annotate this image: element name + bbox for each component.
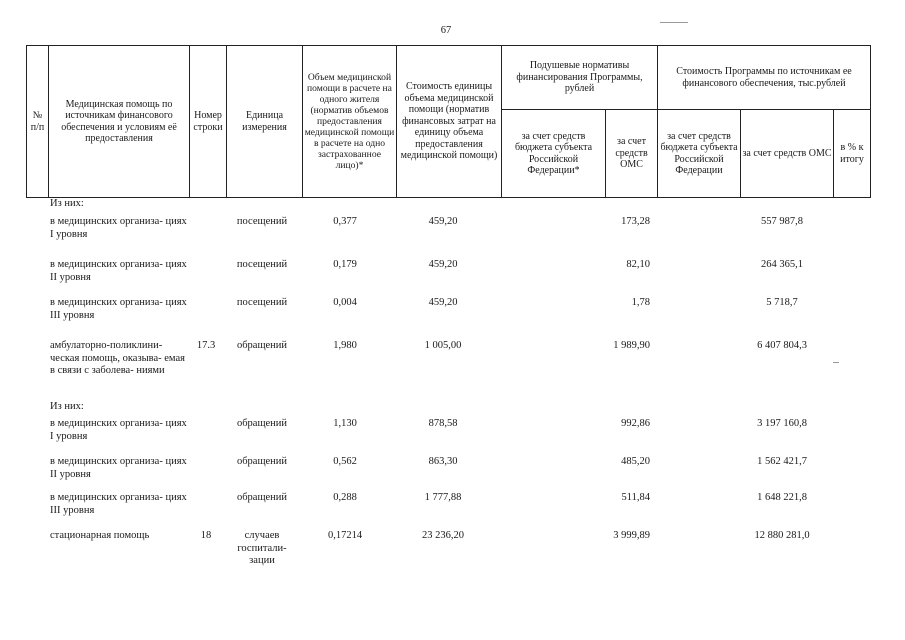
row-unit: посещений [236,297,288,308]
row-unit: обращений [236,492,288,503]
row-unit: посещений [236,259,288,270]
header-col-cost: Стоимость единицы объема медицинской помощи (норматив финансовых затрат на единицу объема предоставления медицинской помощи) [397,46,502,198]
row-oms: 1 989,90 [613,340,650,351]
scan-mark [833,362,839,363]
header-sub-oms: за счет средств ОМС [606,110,658,198]
row-name: в медицинских организа- циях I уровня [50,418,187,442]
row-volume: 1,130 [333,418,357,429]
row-cost: 459,20 [428,297,458,308]
header-col-row: Номер строки [190,46,227,198]
row-volume: 0,17214 [327,530,363,541]
row-oms: 485,20 [621,456,650,467]
row-cost: 459,20 [428,259,458,270]
row-unit: обращений [236,418,288,429]
row-program-oms: 6 407 804,3 [757,340,807,351]
row-program-oms: 1 562 421,7 [757,456,807,467]
row-program-oms: 3 197 160,8 [757,418,807,429]
row-cost: 1 777,88 [424,492,462,503]
row-oms: 82,10 [626,259,650,270]
header-col-unit: Единица измерения [227,46,303,198]
row-oms: 3 999,89 [613,530,650,541]
row-program-oms: 12 880 281,0 [754,530,810,541]
header-col-volume: Объем медицинской помощи в расчете на одного жителя (норматив объемов предоставления медицинской помощи в расчете на одно застрахованное лицо)* [303,46,397,198]
header-col-name: Медицинская помощь по источникам финансового обеспечения и условиям её предоставления [49,46,190,198]
row-cost: 1 005,00 [424,340,462,351]
header-sub-budget: за счет средств бюджета субъекта Российской Федерации* [502,110,606,198]
row-number: 17.3 [196,340,216,351]
header-group-percapita: Подушевые нормативы финансирования Программы, рублей [502,46,658,110]
header-sub-prog-oms: за счет средств ОМС [741,110,834,198]
header-group-program: Стоимость Программы по источникам ее финансового обеспечения, тыс.рублей [658,46,871,110]
row-name: в медицинских организа- циях II уровня [50,259,187,283]
row-name: в медицинских организа- циях I уровня [50,216,187,240]
row-oms: 992,86 [621,418,650,429]
row-program-oms: 264 365,1 [761,259,803,270]
scan-mark [660,22,688,23]
row-name: в медицинских организа- циях II уровня [50,456,187,480]
header-sub-prog-budget: за счет средств бюджета субъекта Российской Федерации [658,110,741,198]
row-name: в медицинских организа- циях III уровня [50,297,187,321]
row-number: 18 [200,530,212,541]
row-program-oms: 557 987,8 [761,216,803,227]
page-number: 67 [440,25,452,36]
row-volume: 0,562 [333,456,357,467]
row-name: стационарная помощь [50,530,150,541]
row-name: Из них: [50,198,84,209]
row-name: Из них: [50,401,84,412]
header-sub-prog-pct: в % к итогу [834,110,871,198]
row-unit: обращений [236,456,288,467]
row-program-oms: 1 648 221,8 [757,492,807,503]
row-oms: 511,84 [621,492,650,503]
row-cost: 459,20 [428,216,458,227]
row-volume: 0,288 [333,492,357,503]
row-cost: 863,30 [428,456,458,467]
header-col-no: № п/п [27,46,49,198]
row-unit: случаев госпитали- зации [237,530,287,566]
row-name: в медицинских организа- циях III уровня [50,492,187,516]
row-cost: 23 236,20 [422,530,464,541]
row-unit: обращений [236,340,288,351]
row-name: амбулаторно-поликлини- ческая помощь, оказыва- емая в связи с заболева- ниями [50,340,185,376]
row-cost: 878,58 [428,418,458,429]
row-volume: 1,980 [333,340,357,351]
row-oms: 173,28 [621,216,650,227]
row-unit: посещений [236,216,288,227]
row-volume: 0,377 [333,216,357,227]
row-program-oms: 5 718,7 [766,297,798,308]
row-oms: 1,78 [631,297,650,308]
row-volume: 0,004 [333,297,357,308]
row-volume: 0,179 [333,259,357,270]
